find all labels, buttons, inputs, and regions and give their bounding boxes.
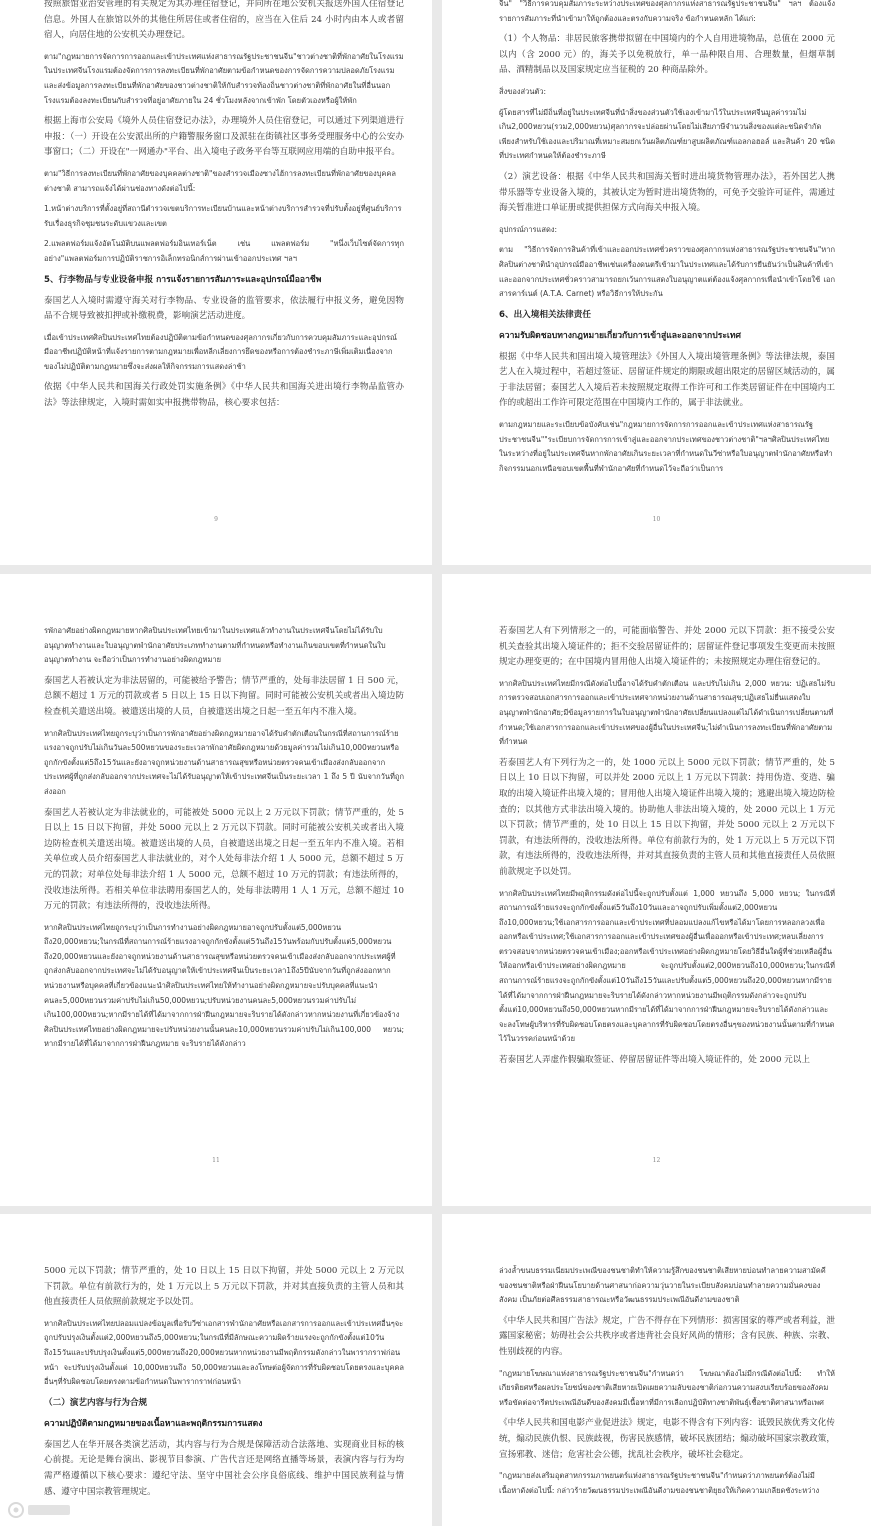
thai-paragraph: 1.หน้าต่างบริการที่ตั้งอยู่ที่สถานีตำรวจเขตบริการทะเบียนบ้านและหน้าต่างบริการสำรวจที่ปรับตั้งอยู่ที่ศูนย์บริการรับเรื่องธุรกิจชุมชนระดับแขวงและเขต (44, 204, 402, 228)
thai-paragraph: "กฎหมายส่งเสริมอุตสาหกรรมภาพยนตร์แห่งสาธารณรัฐประชาชนจีน"กำหนดว่าภาพยนตร์ต้องไม่มีเนื้อหาดังต่อไปนี้: กล่าวร้ายวัฒนธรรมประเพณีอันดีงามของชนชาติยุยงให้เกิดความเกลียดชังระหว่าง (499, 1471, 820, 1495)
section-heading: ความรับผิดชอบทางกฎหมายเกี่ยวกับการเข้าสู่และออกจากประเทศ (499, 330, 741, 341)
section-heading: （二）演艺内容与行为合规 (44, 1397, 148, 1408)
page-content (0, 1214, 432, 1500)
chinese-paragraph: 依据《中华人民共和国海关行政处罚实施条例》《中华人民共和国海关进出境行李物品监管办法》等法律规定，入境时需如实申报携带物品，核心要求包括： (44, 382, 404, 409)
chinese-paragraph: （2）演艺设备：根据《中华人民共和国海关暂时进出境货物管理办法》，若外国艺人携带乐器等专业设备入境的，其被认定为暂时进出境货物的，可免予交验许可证件，需通过海关暂准进口单证册或提供担保方式向海关申报入境。 (499, 171, 835, 214)
chinese-paragraph: 泰国艺人若被认定为非法就业的，可能被处 5000 元以上 2 万元以下罚款；情节严重的，处 5 日以上 15 日以下拘留，并处 5000 元以上 2 万元以下罚款。同时可能被公安机关或者出入境边防检查机关遣送出境。被遣送出境的人员，自被遣送出境之日起一至五年内不准入境。若相关单位或人员介绍泰国艺人非法就业的，对个人处每非法介绍 1 人 5000 元，总额不超过 5 万元的罚款；对单位处每非法介绍 1 人 5000 元，总额不超过 10 万元的罚款；有违法所得的，没收违法所得。若相关单位非法聘用泰国艺人的，处每非法聘用 1 人 1 万元，总额不超过 10 万元的罚款；有违法所得的，没收违法所得。 (44, 807, 404, 912)
watermark-logo (6, 1498, 76, 1522)
thai-paragraph: หากศิลปินประเทศไทยมีกรณีดังต่อไปนี้อาจได้รับคำตักเตือน และปรับไม่เกิน 2,000 หยวน: ปฏิเสธไม่รับการตรวจสอบเอกสารการออกและเข้าประเทศจากหน่วยงานด้านสาธารณสุข;ปฏิเสธไม่ยื่นแสดงใบอนุญาตพำนักอาศัย;มีข้อมูลรายการในใบอนุญาตพำนักอาศัยเปลี่ยนแปลงแต่ไม่ได้ดำเนินการเปลี่ยนตามที่กำหนด;ใช้เอกสารการออกและเข้าประเทศของผู้อื่นในประเทศจีน;ไม่ดำเนินการลงทะเบียนที่พักอาศัยตามที่กำหนด (499, 678, 835, 747)
section-heading: 6、出入境相关法律责任 (499, 309, 591, 320)
thai-paragraph: "กฎหมายโฆษณาแห่งสาธารณรัฐประชาชนจีน"กำหนดว่า โฆษณาต้องไม่มีกรณีดังต่อไปนี้: ทำให้เกียรติยศหรือผลประโยชน์ของชาติเสียหายเปิดเผยความลับของชาติก่อกวนความสงบเรียบร้อยของสังคมหรือขัดต่อจารีตประเพณีอันดีของสังคมมีเนื้อหาที่มีการเลือกปฏิบัติทางชาติพันธุ์เชื้อชาติศาสนาหรือเพศ (499, 1368, 835, 1407)
page-content (0, 574, 432, 1052)
chinese-paragraph: 按照旅馆业治安管理的有关规定为其办理住宿登记，并向所在地公安机关报送外国人住宿登记信息。外国人在旅馆以外的其他住所居住或者住宿的，应当在入住后 24 小时内由本人或者留宿人，向居住地的公安机关办理登记。 (44, 0, 404, 41)
thai-paragraph: 2.แพลตฟอร์มแจ้งอัตโนมัติบนแพลตฟอร์มอินเทอร์เน็ต เช่น แพลตฟอร์ม "หนึ่งเว็บไซต์จัดการทุกอย่าง"แพลตฟอร์มการปฏิบัติราชการอิเล็กทรอนิกส์การผ่านเข้าออกประเทศ ฯลฯ (44, 239, 404, 263)
chinese-paragraph: 若泰国艺人有下列情形之一的，可能面临警告、并处 2000 元以下罚款：拒不接受公安机关查验其出境入境证件的；拒不交验居留证件的；居留证件登记事项发生变更而未按照规定办理变更的；在中国境内冒用他人出境入境证件的；未按照规定办理住宿登记的。 (499, 626, 835, 668)
document-page-12 (442, 574, 871, 1206)
page-content (442, 1214, 871, 1498)
chinese-paragraph: 根据上海市公安局《境外人员住宿登记办法》，办理境外人员住宿登记，可以通过下列渠道进行申报：（一）开设在公安派出所的户籍警服务窗口及派驻在街镇社区事务受理服务中心的公安办事窗口；（二）开设在"一网通办"平台、出入境电子政务平台等互联网应用端的自助申报平台。 (44, 116, 404, 158)
document-page-11 (0, 574, 432, 1206)
chinese-paragraph: 若泰国艺人有下列行为之一的，处 1000 元以上 5000 元以下罚款；情节严重的，处 5 日以上 10 日以下拘留，可以并处 2000 元以上 1 万元以下罚款：持用伪造、变造、骗取的出境入境证件出境入境的；冒用他人出境入境证件出境入境的；逃避出境入境边防检查的；以其他方式非法出境入境的。协助他人非法出境入境的，处 2000 元以上 1 万元以下罚款；情节严重的，处 10 日以上 15 日以下拘留，并处 5000 元以上 2 万元以下罚款，有违法所得的，没收违法所得。单位有前款行为的，处 1 万元以上 5 万元以下罚款，有违法所得的，没收违法所得，并对其直接负责的主管人员和其他直接责任人员依照前款规定予以处罚。 (499, 757, 835, 877)
page-number: 10 (652, 516, 661, 523)
thai-paragraph: สิ่งของส่วนตัว: (499, 86, 547, 96)
section-heading: ความปฏิบัติตามกฎหมายของเนื้อหาและพฤติกรรมการแสดง (44, 1418, 263, 1429)
thai-paragraph: เมื่อเข้าประเทศศิลปินประเทศไทยต้องปฏิบัติตามข้อกำหนดของศุลกากรเกี่ยวกับการควบคุมสัมภาระและอุปกรณ์มืออาชีพปฏิบัติหน้าที่แจ้งรายการตามกฎหมายเพื่อหลีกเลี่ยงการยึดของหรือการต้องชำระภาษีเพิ่มเติมเนื่องจากของไม่ปฏิบัติตามกฎหมายซึ่งจะส่งผลให้กิจกรรมการแสดงล่าช้า (44, 332, 397, 371)
document-page-13 (0, 1214, 432, 1526)
chinese-paragraph: 若泰国艺人弄虚作假骗取签证、停留居留证件等出境入境证件的，处 2000 元以上 (499, 1055, 810, 1066)
page-number: 11 (212, 1157, 220, 1164)
chinese-paragraph: 《中华人民共和国广告法》规定，广告不得存在下列情形：损害国家的尊严或者利益，泄露国家秘密；妨碍社会公共秩序或者违背社会良好风尚的情形；含有民族、种族、宗教、性别歧视的内容。 (499, 1315, 835, 1357)
chinese-paragraph: （1）个人物品：非居民旅客携带拟留在中国境内的个人自用进境物品，总值在 2000 元以内（含 2000 元）的，海关予以免税放行，单一品种限自用、合理数量，但烟草制品、酒精制品以及国家规定应当征税的 20 种商品除外。 (499, 34, 835, 76)
thai-paragraph: ตาม "วิธีการจัดการสินค้าที่เข้าและออกประเทศชั่วคราวของศุลกากรแห่งสาธารณรัฐประชาชนจีน"หากศิลปินต่างชาตินำอุปกรณ์มืออาชีพเช่นเครื่องดนตรีเข้ามาในประเทศและได้รับการยืนยันว่าเป็นสินค้าที่เข้าและออกจากประเทศชั่วคราวสามารถยกเว้นการแสดงใบอนุญาตแต่ต้องแจ้งศุลกากรเพื่อนำเข้าโดยใช้ เอกสารคาร์เนต์ (A.T.A. Carnet) หรือวิธีการให้ประกัน (499, 245, 835, 299)
thai-paragraph: อุปกรณ์การแสดง: (499, 224, 558, 234)
thai-paragraph: รพักอาศัยอย่างผิดกฎหมายหากศิลปินประเทศไทยเข้ามาในประเทศแล้วทำงานในประเทศจีนโดยไม่ได้รับใบอนุญาตทำงานและใบอนุญาตพำนักอาศัยประเภททำงานตามที่กำหนดหรือทำงานเกินขอบเขตที่กำหนดในใบอนุญาตทำงาน จะถือว่าเป็นการทำงานอย่างผิดกฎหมาย (44, 626, 386, 665)
chinese-paragraph: 泰国艺人入境时需遵守海关对行李物品、专业设备的监管要求，依法履行申报义务，避免因物品不合规导致被扣押或补缴税费，影响演艺活动进度。 (44, 295, 404, 322)
chinese-paragraph: 泰国艺人在华开展各类演艺活动，其内容与行为合规是保障活动合法落地、实现商业目标的核心前提。无论是舞台演出、影视节目参演、广告代言还是网络直播等场景，表演内容与行为均需严格遵循以下核心要求：遵纪守法、坚守中国社会公序良俗底线、维护中国民族利益与情感、遵守中国宗教管理规定。 (44, 1439, 404, 1497)
thai-paragraph: หากศิลปินประเทศไทยปลอมแปลงข้อมูลเพื่อรับวีซ่าเอกสารพำนักอาศัยหรือเอกสารการออกและเข้าประเทศอื่นๆจะถูกปรับปรุงเงินตั้งแต่2,000หยวนถึง5,000หยวน;ในกรณีที่มีลักษณะความผิดร้ายแรงจะถูกกักขังตั้งแต่10วันถึง15วันและปรับปรุงเงินตั้งแต่5,000หยวนถึง20,000หยวนหากหน่วยงานมีพฤติกรรมดังกล่าวในพารากราฟก่อนหน้า จะปรับปรุงเงินตั้งแต่ 10,000หยวนถึง 50,000หยวนและลงโทษต่อผู้จัดการที่รับผิดชอบโดยตรงและบุคคลอื่นๆที่รับผิดชอบโดยตรงตามข้อกำหนดในพารากราฟก่อนหน้า (44, 1318, 404, 1387)
section-heading: 5、行李物品与专业设备申报 การแจ้งรายการสัมภาระและอุปกรณ์มืออาชีพ (44, 274, 322, 285)
page-number: 9 (214, 516, 218, 523)
page-content (442, 574, 871, 1069)
page-number: 12 (652, 1157, 661, 1164)
chinese-paragraph: 根据《中华人民共和国出境入境管理法》《外国人入境出境管理条例》等法律法规，泰国艺人在入境过程中，若超过签证、居留证件规定的期限或超出限定的居留区域活动的，属于非法居留；泰国艺人入境后若未按照规定取得工作许可和工作类居留证件在中国境内工作的或超出工作许可限定范围在中国境内工作的，属于非法就业。 (499, 351, 835, 409)
chinese-paragraph: 5000 元以下罚款；情节严重的，处 10 日以上 15 日以下拘留，并处 5000 元以上 2 万元以下罚款。单位有前款行为的，处 1 万元以上 5 万元以下罚款，并对其直接负责的主管人员和其他直接责任人员依照前款规定予以处罚。 (44, 1266, 404, 1308)
thai-paragraph: ตาม"วิธีการลงทะเบียนที่พักอาศัยของบุคคลต่างชาติ"ของสำรวจเมืองซางไฮ้การลงทะเบียนที่พักอาศัยของบุคคลต่างชาติ สามารถแจ้งได้ผ่านช่องทางดังต่อไปนี้: (44, 168, 397, 193)
thai-paragraph: หากศิลปินประเทศไทยมีพฤติกรรมดังต่อไปนี้จะถูกปรับตั้งแต่ 1,000 หยวนถึง 5,000 หยวน; ในกรณีที่สถานการณ์ร้ายแรงจะถูกกักขังตั้งแต่5วันถึง10วันและอาจถูกปรับเพิ่มตั้งแต่2,000หยวนถึง10,000หยวน;ใช้เอกสารการออกและเข้าประเทศที่ปลอมแปลงแก้ไขหรือได้มาโดยการหลอกลวงเพื่อออกหรือเข้าประเทศ;ใช้เอกสารการออกและเข้าประเทศของผู้อื่นเพื่อออกหรือเข้าประเทศ;หลบเลี่ยงการตรวจสอบจากหน่วยตรวจคนเข้าเมือง;ออกหรือเข้าประเทศอย่างผิดกฎหมายโดยวิธีอื่นใดผู้ที่ช่วยเหลือผู้อื่นให้ออกหรือเข้าประเทศอย่างผิดกฎหมาย จะถูกปรับตั้งแต่2,000หยวนถึง10,000หยวน;ในกรณีที่สถานการณ์ร้ายแรงจะถูกกักขังตั้งแต่10วันถึง15วันและปรับตั้งแต่5,000หยวนถึง20,000หยวนหากมีรายได้ที่ได้มาจากการฝ่าฝืนกฎหมายจะริบรายได้ดังกล่าวหากหน่วยงานมีพฤติกรรมดังกล่าวจะถูกปรับตั้งแต่10,000หยวนถึง50,000หยวนหากมีรายได้ที่ได้มาจากการฝ่าฝืนกฎหมายจะริบรายได้ดังกล่าวและจะลงโทษผู้บริหารที่รับผิดชอบโดยตรงและบุคลากรที่รับผิดชอบโดยตรงอื่นๆของหน่วยงานนั้นตามที่กำหนดไว้ในวรรคก่อนหน้าด้วย (499, 888, 835, 1044)
thai-paragraph: หากศิลปินประเทศไทยถูกระบุว่าเป็นการทำงานอย่างผิดกฎหมายอาจถูกปรับตั้งแต่5,000หยวนถึง20,000หยวน;ในกรณีที่สถานการณ์ร้ายแรงอาจถูกกักขังตั้งแต่5วันถึง15วันพร้อมกับปรับตั้งแต่5,000หยวนถึง20,000หยวนและยังอาจถูกหน่วยงานด้านสาธารณสุขหรือหน่วยตรวจคนเข้าเมืองส่งกลับออกจากประเทศผู้ที่ถูกส่งกลับออกจากประเทศจะไม่ได้รับอนุญาตให้เข้าประเทศจีนเป็นระยะเวลา1ถึง5ปีนับจากวันที่ถูกส่งออกหากหน่วยงานหรือบุคคลที่เกี่ยวข้องแนะนำศิลปินประเทศไทยให้ทำงานอย่างผิดกฎหมายจะปรับบุคคลที่แนะนำคนละ5,000หยวนรวมค่าปรับไม่เกิน50,000หยวน;ปรับหน่วยงานคนละ5,000หยวนรวมค่าปรับไม่เกิน100,000หยวน;หากมีรายได้ที่ได้มาจากการฝ่าฝืนกฎหมายจะริบรายได้ดังกล่าวหากหน่วยงานที่เกี่ยวข้องจ้างศิลปินประเทศไทยอย่างผิดกฎหมายจะปรับหน่วยงานนั้นคนละ10,000หยวนรวมค่าปรับไม่เกิน100,000 หยวน; หากมีรายได้ที่ได้มาจากการฝ่าฝืนกฎหมาย จะริบรายได้ดังกล่าว (44, 922, 404, 1049)
thai-paragraph: จีน" "วิธีการควบคุมสัมภาระระหว่างประเทศของศุลกากรแห่งสาธารณรัฐประชาชนจีน" ฯลฯ ต้องแจ้งรายการสัมภาระที่นำเข้ามาให้ถูกต้องและตรงกับความจริง ข้อกำหนดหลัก ได้แก่: (499, 0, 835, 23)
thai-paragraph: ผู้โดยสารที่ไม่มีถิ่นที่อยู่ในประเทศจีนที่นำสิ่งของส่วนตัวใช้เองเข้ามาไว้ในประเทศจีนมูลค่ารวมไม่เกิน2,000หยวน(รวม2,000หยวน)ศุลกากรจะปล่อยผ่านโดยไม่เสียภาษีจำนวนสิ่งของแต่ละชนิดจำกัดเพียงสำหรับใช้เองและปริมาณที่เหมาะสมยกเว้นผลิตภัณฑ์ยาสูบผลิตภัณฑ์แอลกอฮอล์ และสินค้า 20 ชนิดที่ประเทศกำหนดให้ต้องชำระภาษี (499, 107, 835, 161)
document-page-14 (442, 1214, 871, 1526)
document-page-9 (0, 0, 432, 565)
thai-paragraph: ล่วงล้ำขนบธรรมเนียมประเพณีของชนชาติทำให้ความรู้สึกของชนชาติเสียหายบ่อนทำลายความสามัคคีของชนชาติหรือฝ่าฝืนนโยบายด้านศาสนาก่อความวุ่นวายในระเบียบสังคมบ่อนทำลายความมั่นคงของสังคม เป็นภัยต่อศีลธรรมสาธารณะหรือวัฒนธรรมประเพณีอันดีงามของชาติ (499, 1266, 826, 1305)
thai-paragraph: ตามกฎหมายและระเบียบข้อบังคับเช่น"กฎหมายการจัดการการออกและเข้าประเทศแห่งสาธารณรัฐประชาชนจีน""ระเบียบการจัดการการเข้าสู่และออกจากประเทศของชาวต่างชาติ"ฯลฯศิลปินประเทศไทยในระหว่างที่อยู่ในประเทศจีนหากพักอาศัยเกินระยะเวลาที่กำหนดในวีซ่าหรือใบอนุญาตพำนักอาศัยหรือทำกิจกรรมนอกเหนือขอบเขตพื้นที่พำนักอาศัยที่กำหนดไว้จะถือว่าเป็นการ (499, 420, 833, 473)
chinese-paragraph: 《中华人民共和国电影产业促进法》规定，电影不得含有下列内容：诋毁民族优秀文化传统，煽动民族仇恨、民族歧视，伤害民族感情，破坏民族团结；煽动破坏国家宗教政策，宣扬邪教、迷信；危害社会公德，扰乱社会秩序，破坏社会稳定。 (499, 1418, 835, 1460)
thai-paragraph: หากศิลปินประเทศไทยถูกระบุว่าเป็นการพักอาศัยอย่างผิดกฎหมายอาจได้รับคำตักเตือนในกรณีที่สถานการณ์ร้ายแรงอาจถูกปรับไม่เกินวันละ500หยวนของระยะเวลาพักอาศัยผิดกฎหมายด้วยมูลค่ารวมไม่เกิน10,000หยวนหรือถูกกักขังตั้งแต่5ถึง15วันและยังอาจถูกหน่วยงานด้านสาธารณสุขหรือหน่วยตรวจคนเข้าเมืองส่งกลับออกจากประเทศผู้ที่ถูกส่งกลับออกจากประเทศจะไม่ได้รับอนุญาตให้เข้าประเทศจีนเป็นระยะเวลา 1 ถึง 5 ปี นับจากวันที่ถูกส่งออก (44, 728, 404, 796)
page-content (442, 0, 871, 476)
page-content (0, 0, 432, 412)
thai-paragraph: ตาม"กฎหมายการจัดการการออกและเข้าประเทศแห่งสาธารณรัฐประชาชนจีน"ชาวต่างชาติที่พักอาศัยในโรงแรมในประเทศจีนโรงแรมต้องจัดการการลงทะเบียนที่พักอาศัยตามข้อกำหนดของการจัดการความปลอดภัยโรงแรมและส่งข้อมูลการลงทะเบียนที่พักอาศัยของชาวต่างชาติให้กับสำรวจท้องถิ่นชาวต่างชาติที่พักอาศัยในที่อื่นนอกโรงแรมต้องลงทะเบียนกับสำรวจที่อยู่อาศัยภายใน 24 ชั่วโมงหลังจากเข้าพัก โดยตัวเองหรือผู้ให้พัก (44, 51, 404, 105)
chinese-paragraph: 泰国艺人若被认定为非法居留的，可能被给予警告；情节严重的，处每非法居留 1 日 500 元，总额不超过 1 万元的罚款或者 5 日以上 15 日以下拘留。同时可能被公安机关或者出入境边防检查机关遣送出境。被遣送出境的人员，自被遣送出境之日起一至五年内不准入境。 (44, 675, 404, 717)
document-page-10 (442, 0, 871, 565)
